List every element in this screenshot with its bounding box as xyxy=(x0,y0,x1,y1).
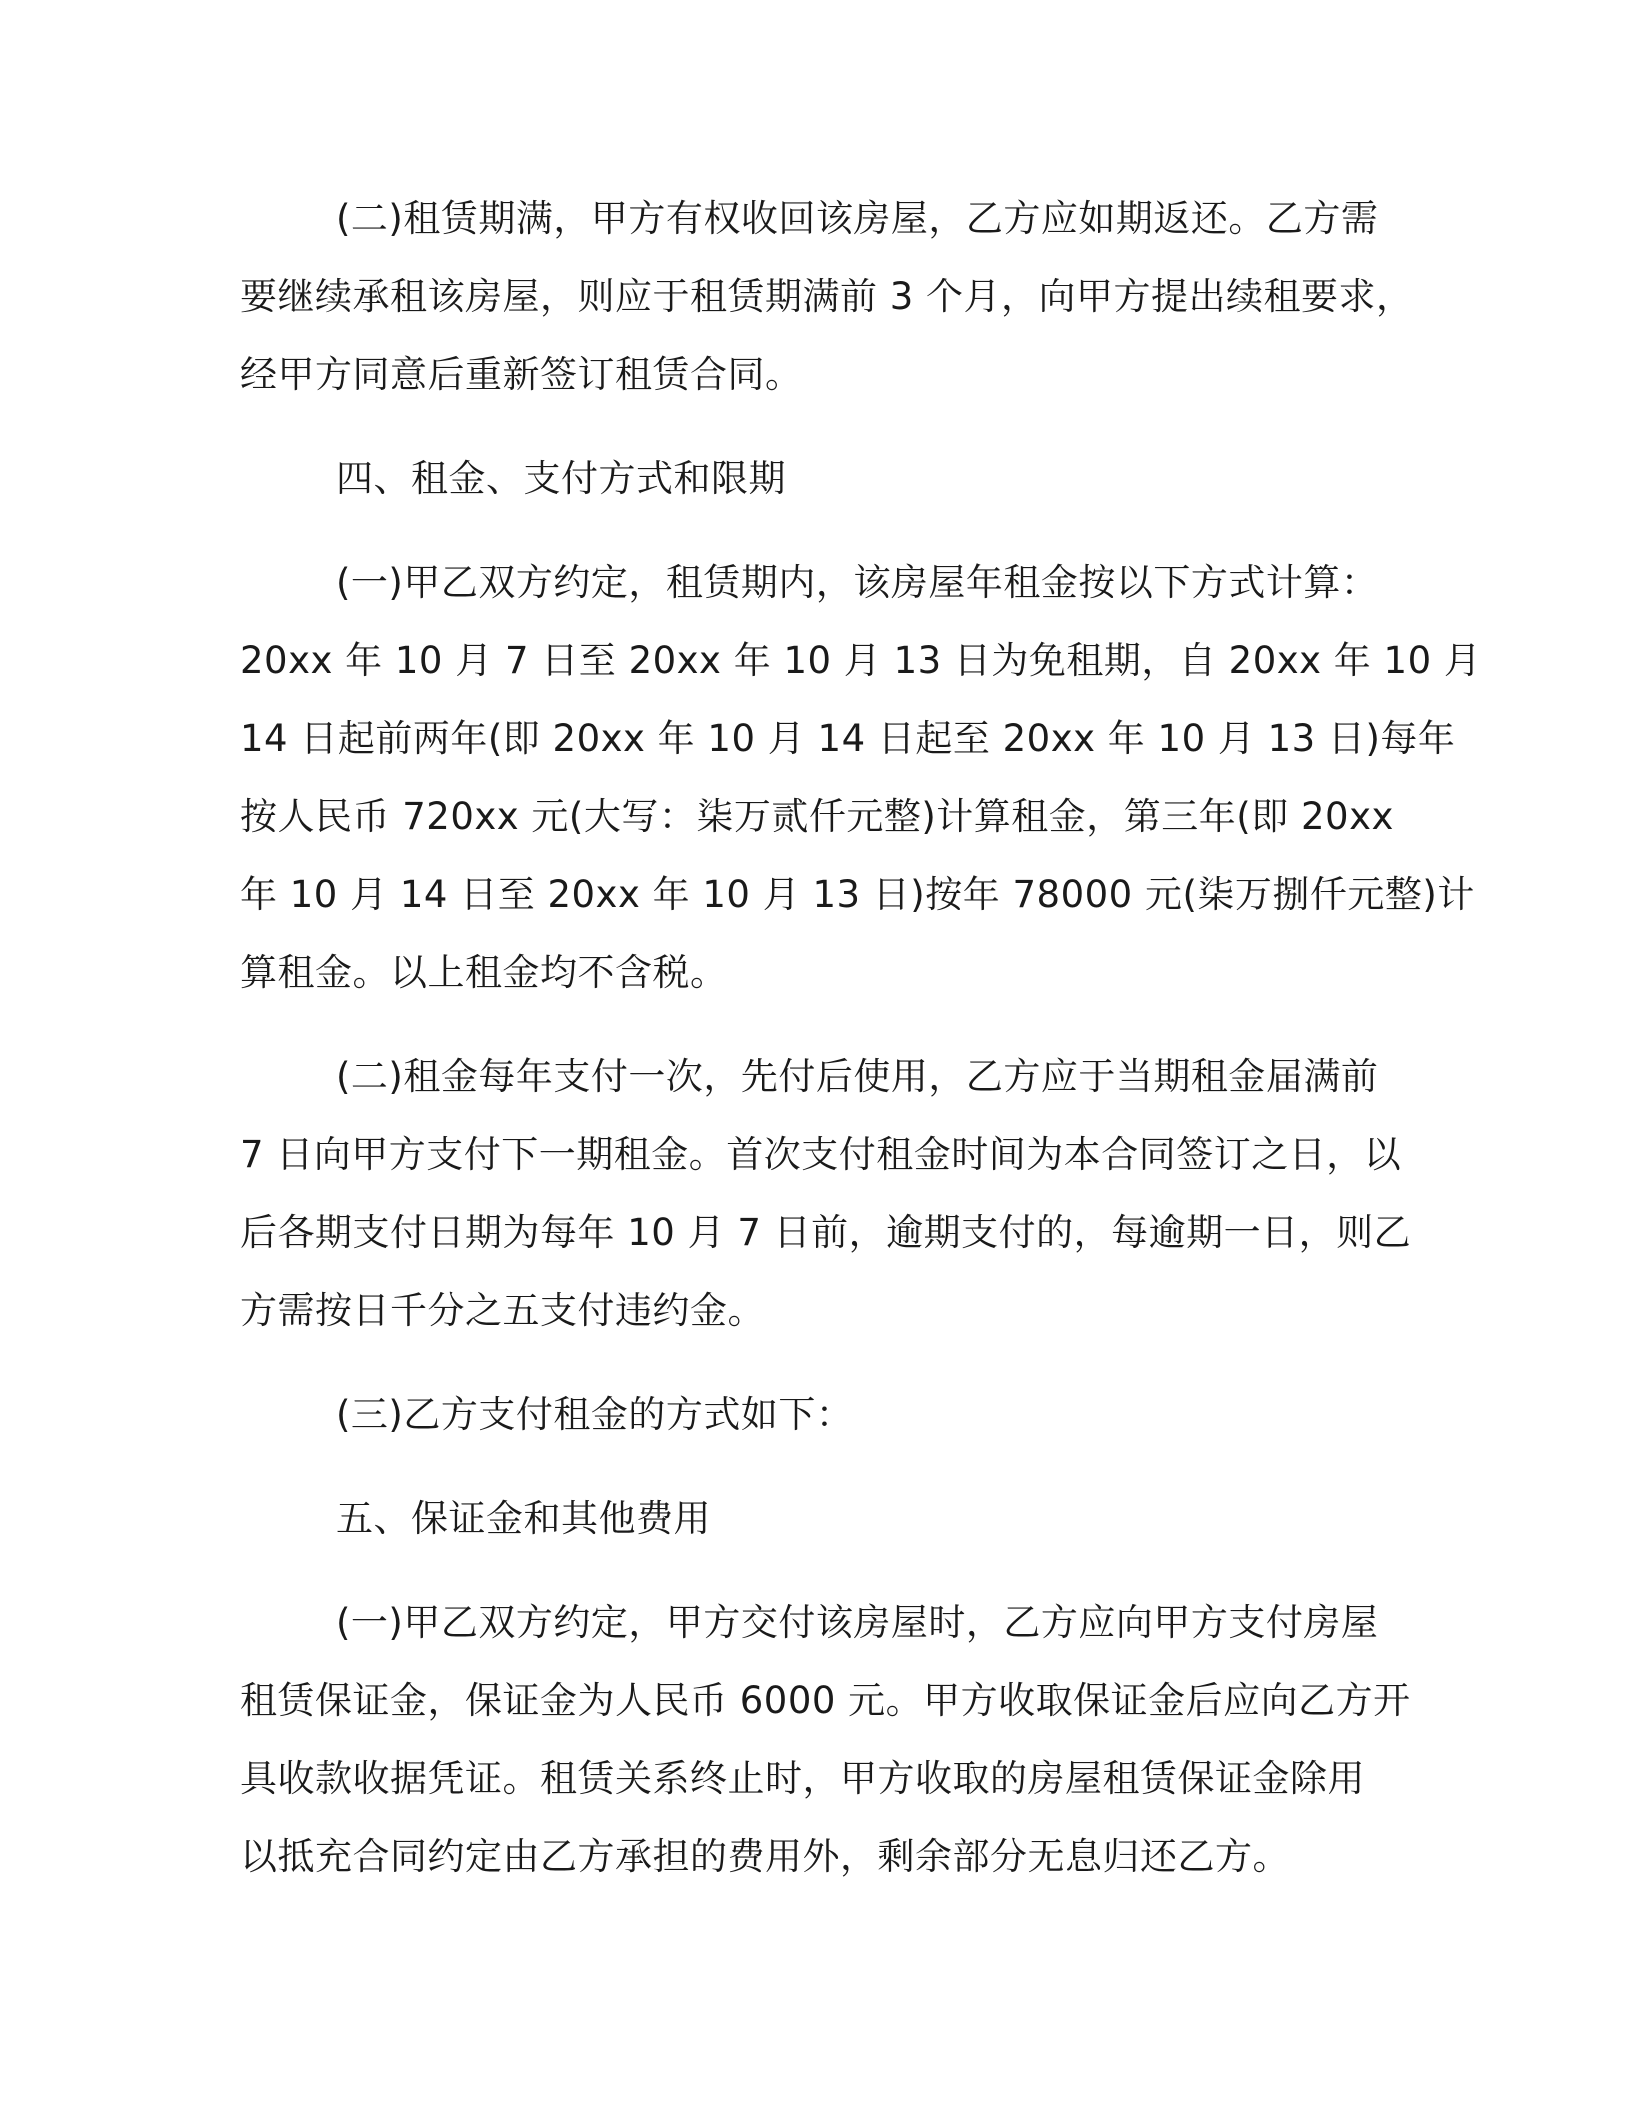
text-line: 要继续承租该房屋，则应于租赁期满前 3 个月，向甲方提出续租要求， xyxy=(240,275,1414,318)
text-line: (一)甲乙双方约定，租赁期内，该房屋年租金按以下方式计算： xyxy=(336,561,1379,604)
document-page xyxy=(240,180,1482,1896)
text-line: (一)甲乙双方约定，甲方交付该房屋时，乙方应向甲方支付房屋 xyxy=(336,1601,1379,1644)
text-line: 经甲方同意后重新签订租赁合同。 xyxy=(240,353,803,396)
text-line: 租赁保证金，保证金为人民币 6000 元。甲方收取保证金后应向乙方开 xyxy=(240,1679,1411,1722)
text-line: (二)租金每年支付一次，先付后使用，乙方应于当期租金届满前 xyxy=(336,1055,1379,1098)
section-heading-deposit: 五、保证金和其他费用 xyxy=(336,1497,711,1540)
paragraph-deposit xyxy=(240,1584,1411,1896)
text-line: 具收款收据凭证。租赁关系终止时，甲方收取的房屋租赁保证金除用 xyxy=(240,1757,1365,1800)
text-line: 后各期支付日期为每年 10 月 7 日前，逾期支付的，每逾期一日，则乙 xyxy=(240,1211,1412,1254)
section-heading-rent: 四、租金、支付方式和限期 xyxy=(336,457,786,500)
paragraph-payment-method: (三)乙方支付租金的方式如下： xyxy=(336,1393,854,1436)
text-line: 算租金。以上租金均不含税。 xyxy=(240,951,728,994)
text-line: 年 10 月 14 日至 20xx 年 10 月 13 日)按年 78000 元(柒万捌仟元整)计 xyxy=(240,873,1475,916)
paragraph-lease-expiry xyxy=(240,180,1414,414)
text-line: 14 日起前两年(即 20xx 年 10 月 14 日起至 20xx 年 10 月 13 日)每年 xyxy=(240,717,1456,760)
text-line: (二)租赁期满，甲方有权收回该房屋，乙方应如期返还。乙方需 xyxy=(336,197,1379,240)
text-line: 以抵充合同约定由乙方承担的费用外，剩余部分无息归还乙方。 xyxy=(240,1835,1290,1878)
paragraph-rent-calculation xyxy=(240,544,1482,1012)
text-line: 方需按日千分之五支付违约金。 xyxy=(240,1289,765,1332)
text-line: 按人民币 720xx 元(大写：柒万贰仟元整)计算租金，第三年(即 20xx xyxy=(240,795,1394,838)
text-line: 20xx 年 10 月 7 日至 20xx 年 10 月 13 日为免租期，自 20xx 年 10 月 xyxy=(240,639,1482,682)
text-line: 7 日向甲方支付下一期租金。首次支付租金时间为本合同签订之日，以 xyxy=(240,1133,1402,1176)
paragraph-rent-payment xyxy=(240,1038,1412,1350)
